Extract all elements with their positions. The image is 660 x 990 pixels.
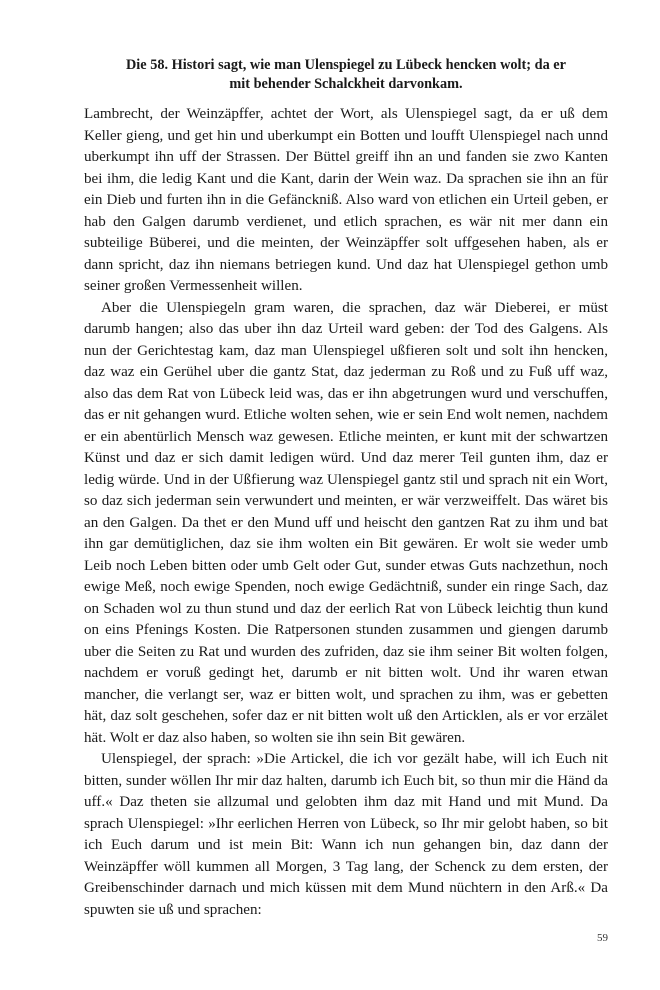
page-content [84, 56, 608, 921]
body-text [84, 104, 608, 921]
paragraph-2: Aber die Ulenspiegeln gram waren, die sprachen, daz wär Dieberei, er müst darumb hangen; also das uber ihn daz Urteil ward geben: der Tod des Galgens. Als nun der Gerichtestag kam, daz man Ulenspiegel ußfieren solt und solt ihn hencken, daz waz ein Gerühel uber die gantz Stat, daz jederman zu Roß und zu Fuß uff waz, also das dem Rat von Lübeck leid was, das er ihn abgetrungen wurd und verschuffen, das er nit gehangen wurd. Etliche wolten sehen, wie er sein End wolt nemen, nachdem er ein abentürlich Mensch waz gewesen. Etliche meinten, er kunt mit der schwartzen Künst und daz er sich damit ledigen würd. Und daz merer Teil gunten ihm, daz er ledig würde. Und in der Ußfierung waz Ulenspiegel gantz stil und sprach nit ein Wort, so daz sich jederman sein verwundert und meinten, er wär verzweiffelt. Das wäret bis an den Galgen. Da thet er den Mund uff und heischt den gantzen Rat zu ihm und bat ihn gar demütiglichen, daz sie ihm wolten ein Bit gewären. Er wolt sie weder umb Leib noch Leben bitten oder umb Gelt oder Gut, sunder etwas Guts nachzethun, noch ewige Meß, noch ewige Spenden, noch ewige Gedächtniß, sunder ein ringe Sach, daz on Schaden wol zu thun stund und daz der eerlich Rat von Lübeck leichtig thun kund on eins Pfenings Kosten. Die Ratpersonen stunden zusammen und giengen darumb uber die Seiten zu Rat und wurden des zufriden, daz sie ihm seiner Bit wolten folgen, nachdem er voruß gedingt het, darumb er nit bitten wolt. Und ihr waren etwan mancher, die verlangt ser, waz er bitten wolt, und sprachen zu ihm, was er gebetten hät, daz solt geschehen, sofer daz er nit bitten wolt uß den Articklen, als er vor erzälet hät. Wolt er daz also haben, so wolten sie ihn sein Bit gewären. [84, 299, 608, 746]
paragraph-3: Ulenspiegel, der sprach: »Die Artickel, die ich vor gezält habe, will ich Euch nit bitten, sunder wöllen Ihr mir daz halten, darumb ich Euch bit, so thun mir die Händ da uff.« Daz theten sie allzumal und gelobten ihm daz mit Hand und mit Mund. Da sprach Ulenspiegel: »Ihr eerlichen Herren von Lübeck, so Ihr mir gelobt haben, so bit ich Euch darum und ist mein Bit: Wann ich nun gehangen bin, daz dann der Weinzäpffer wöll kummen all Morgen, 3 Tag lang, der Schenck zu dem ersten, der Greibenschinder darnach und mich küssen mit dem Mund nüchtern in den Arß.« Da spuwten sie uß und sprachen: [84, 751, 608, 918]
chapter-title [84, 56, 608, 94]
paragraph-1: Lambrecht, der Weinzäpffer, achtet der Wort, als Ulenspiegel sagt, da er uß dem Keller gieng, und get hin und uberkumpt ein Botten und loufft Ulenspiegel nach unnd uberkumpt ihn uff der Strassen. Der Büttel greiff ihn an und fanden sie zwo Kanten bei ihm, die ledig Kant und die Kant, darin der Wein waz. Da sprachen sie ihn an für ein Dieb und furten ihn in die Gefänckniß. Also ward von etlichen ein Urteil geben, er hab den Galgen darumb verdienet, und etlich sprachen, es wär nit mer dann ein subteilige Büberei, und die meinten, der Weinzäpffer solt uffgesehen haben, als er dann spricht, daz ihn niemans betriegen kund. Und daz hat Ulenspiegel gethon umb seiner großen Vermessenheit willen. [84, 106, 608, 294]
chapter-title-line-2: mit behender Schalckheit darvonkam. [229, 76, 463, 92]
chapter-title-line-1: Die 58. Histori sagt, wie man Ulenspiegel zu Lübeck hencken wolt; da er [125, 57, 566, 73]
page-number: 59 [597, 932, 608, 944]
